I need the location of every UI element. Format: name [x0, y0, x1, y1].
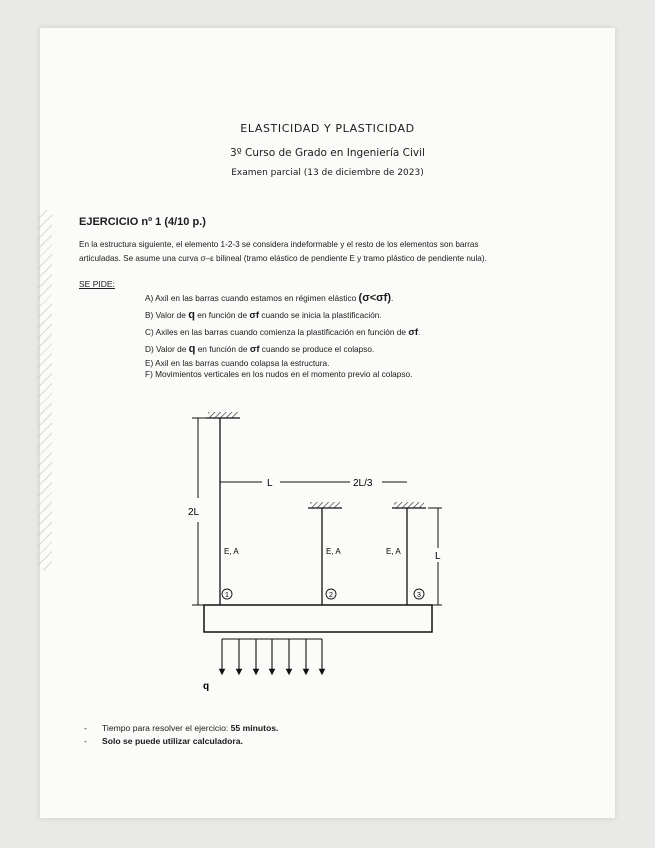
- question-c-pre: C) Axiles en las barras cuando comienza la plastificación en función de: [145, 327, 409, 337]
- question-b-end: cuando se inicia la plastificación.: [259, 310, 382, 320]
- exercise-intro: [79, 238, 549, 266]
- dimension-L-label: L: [267, 478, 273, 489]
- question-c-end: .: [418, 327, 421, 337]
- question-a-end: .: [391, 293, 394, 303]
- bar-2-properties: E, A: [326, 547, 341, 556]
- se-pide-label: SE PIDE:: [79, 279, 115, 289]
- question-d-end: cuando se produce el colapso.: [259, 344, 375, 354]
- question-f: F) Movimientos verticales en los nudos en el momento previo al colapso.: [145, 369, 413, 379]
- course-subtitle: 3º Curso de Grado en Ingeniería Civil: [230, 147, 425, 159]
- distributed-load: [222, 639, 322, 672]
- dimension-2L-label: 2L: [188, 507, 200, 518]
- question-c-sigma: σf: [408, 327, 419, 338]
- question-list: [145, 290, 420, 380]
- support-top-left: [206, 412, 240, 418]
- support-middle: [308, 502, 342, 508]
- bar-1-properties: E, A: [224, 547, 239, 556]
- exercise-title: EJERCICIO nº 1 (4/10 p.): [79, 216, 206, 228]
- structure-diagram: [170, 400, 450, 700]
- footer-calculator: [84, 735, 278, 748]
- node-1-label: 1: [225, 592, 229, 599]
- binding-marks: [38, 210, 52, 570]
- question-a-symbol: (σ<σf): [358, 292, 391, 304]
- question-b-q: q: [188, 309, 195, 321]
- question-a: [145, 290, 420, 307]
- question-d-sigma: σf: [249, 344, 260, 355]
- question-d-mid: en función de: [195, 344, 250, 354]
- question-b-mid: en función de: [194, 310, 250, 320]
- intro-line-1: En la estructura siguiente, el elemento 1-2-3 se considera indeformable y el resto de los elementos son barras: [79, 240, 479, 249]
- question-d-pre: D) Valor de: [145, 344, 189, 354]
- question-b-pre: B) Valor de: [145, 310, 189, 320]
- question-c: [145, 324, 420, 341]
- exam-date: Examen parcial (13 de diciembre de 2023): [231, 168, 424, 178]
- bar-3-properties: E, A: [386, 547, 401, 556]
- footer-bullet-2: -: [84, 736, 87, 746]
- exam-header: [40, 122, 615, 178]
- footer-calculator-text: Solo se puede utilizar calculadora.: [102, 736, 243, 746]
- footer-time-value: 55 minutos.: [230, 723, 279, 733]
- question-a-text: A) Axil en las barras cuando estamos en régimen elástico: [145, 293, 359, 303]
- question-b: [145, 307, 420, 324]
- footer-time-text: Tiempo para resolver el ejercicio:: [102, 723, 231, 733]
- footer-bullet-1: -: [84, 723, 87, 733]
- support-right: [392, 502, 426, 508]
- footer-time: [84, 722, 278, 735]
- question-d-q: q: [188, 343, 196, 355]
- node-2-label: 2: [329, 592, 333, 599]
- load-label: q: [203, 681, 210, 692]
- exam-footer: [84, 722, 278, 748]
- course-title: ELASTICIDAD Y PLASTICIDAD: [240, 122, 415, 135]
- question-b-sigma: σf: [249, 310, 260, 321]
- node-3-label: 3: [417, 592, 421, 599]
- dimension-2L3-label: 2L/3: [353, 478, 373, 489]
- dimension-L-right-label: L: [435, 551, 441, 562]
- question-d: [145, 341, 420, 358]
- rigid-beam: [204, 605, 432, 632]
- question-e: E) Axil en las barras cuando colapsa la estructura.: [145, 358, 330, 368]
- intro-line-2: articuladas. Se asume una curva σ–ε bilineal (tramo elástico de pendiente E y tramo plástico de pendiente nula).: [79, 254, 487, 263]
